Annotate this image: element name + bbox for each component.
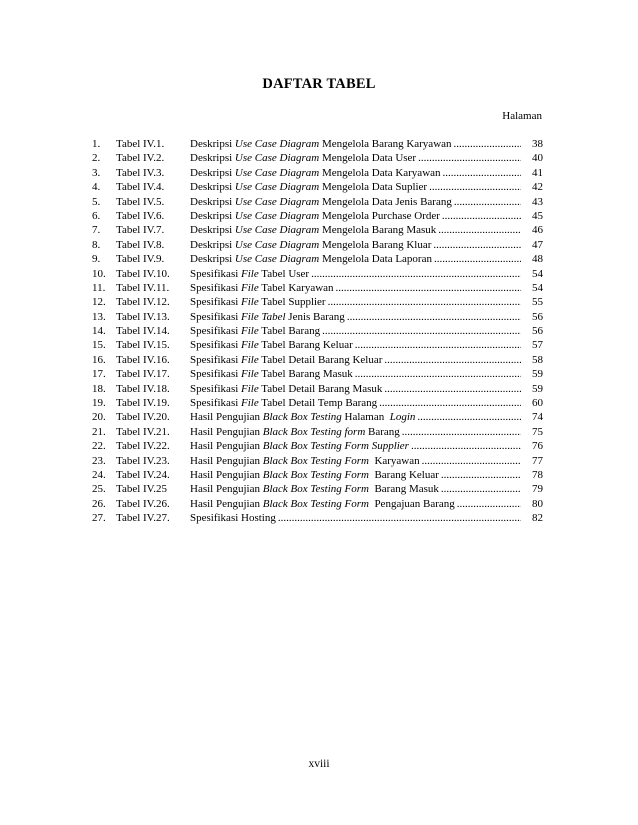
toc-entry: [92, 367, 543, 381]
italic-term: File: [241, 397, 259, 410]
entry-number: 14.: [92, 325, 106, 338]
entry-number: 26.: [92, 497, 106, 510]
description-text: Deskripsi: [190, 152, 235, 165]
italic-term: Login: [389, 411, 416, 424]
entry-page-number: 60: [532, 397, 543, 410]
toc-entry: [92, 324, 543, 338]
entry-number: 19.: [92, 397, 106, 410]
entry-page-number: 74: [532, 411, 543, 424]
toc-entry: [92, 238, 543, 252]
entry-page-number: 54: [532, 267, 543, 280]
entry-table-label: Tabel IV.6.: [116, 209, 165, 222]
description-text: Pengajuan Barang: [368, 497, 455, 510]
entry-table-label: Tabel IV.20.: [116, 411, 170, 424]
description-text: Hasil Pengujian: [190, 454, 263, 467]
entry-table-label: Tabel IV.17.: [116, 368, 170, 381]
italic-term: File: [241, 382, 259, 395]
description-text: Mengelola Barang Karyawan: [319, 138, 452, 150]
description-text: Hasil Pengujian: [190, 483, 263, 496]
description-text: Spesifikasi: [190, 353, 242, 366]
italic-term: Black Box Testing Form: [262, 497, 369, 510]
italic-term: Use Case Diagram: [234, 238, 320, 251]
italic-term: Use Case Diagram: [234, 195, 320, 208]
entry-description: [190, 410, 523, 424]
entry-description: [190, 367, 523, 381]
italic-term: File: [241, 325, 259, 338]
dot-leader: [379, 396, 521, 410]
entry-description: [190, 166, 523, 180]
dot-leader: [418, 151, 521, 165]
entry-page-number: 58: [532, 353, 543, 366]
italic-term: Use Case Diagram: [234, 253, 320, 266]
description-text: Halaman: [341, 411, 390, 424]
entry-table-label: Tabel IV.8.: [116, 238, 165, 251]
italic-term: Use Case Diagram: [234, 152, 320, 165]
toc-entry: [92, 137, 543, 151]
toc-entry: [92, 482, 543, 496]
entry-page-number: 42: [532, 181, 543, 194]
toc-entry: [92, 511, 543, 525]
entry-page-number: 38: [532, 138, 543, 150]
description-text: Mengelola Data Karyawan: [319, 166, 441, 179]
entry-table-label: Tabel IV.4.: [116, 181, 165, 194]
dot-leader: [433, 238, 521, 252]
dot-leader: [278, 511, 521, 525]
toc-entry: [92, 338, 543, 352]
entry-page-number: 47: [532, 238, 543, 251]
entry-description: [190, 396, 523, 410]
entry-number: 5.: [92, 195, 101, 208]
description-text: Mengelola Data Jenis Barang: [319, 195, 452, 208]
description-text: Deskripsi: [190, 238, 235, 251]
description-text: Barang: [365, 425, 400, 438]
italic-term: Use Case Diagram: [234, 224, 320, 237]
description-text: Hasil Pengujian: [190, 497, 263, 510]
entry-page-number: 78: [532, 468, 543, 481]
entry-description: [190, 439, 523, 453]
description-text: Spesifikasi: [190, 368, 242, 381]
toc-entry: [92, 382, 543, 396]
dot-leader: [442, 209, 521, 223]
dot-leader: [454, 137, 521, 151]
description-text: Tabel Barang Masuk: [258, 368, 353, 381]
entry-table-label: Tabel IV.9.: [116, 253, 165, 266]
description-text: Mengelola Data User: [319, 152, 417, 165]
dot-leader: [441, 468, 521, 482]
dot-leader: [384, 382, 521, 396]
description-text: Mengelola Barang Kluar: [319, 238, 432, 251]
entry-table-label: Tabel IV.27.: [116, 512, 170, 525]
entry-description: [190, 353, 523, 367]
description-text: Deskripsi: [190, 166, 235, 179]
description-text: Barang Keluar: [368, 468, 439, 481]
dot-leader: [355, 338, 521, 352]
description-text: Mengelola Barang Masuk: [319, 224, 437, 237]
entry-description: [190, 511, 523, 525]
page-title: DAFTAR TABEL: [262, 76, 376, 92]
toc-entry: [92, 151, 543, 165]
description-text: Tabel Karyawan: [258, 281, 334, 294]
entry-description: [190, 267, 523, 281]
description-text: Tabel Supplier: [258, 296, 326, 309]
entry-description: [190, 252, 523, 266]
description-text: Mengelola Data Laporan: [319, 253, 432, 266]
description-text: Deskripsi: [190, 209, 235, 222]
entry-description: [190, 209, 523, 223]
entry-table-label: Tabel IV.16.: [116, 353, 170, 366]
toc-entry: [92, 353, 543, 367]
toc-entry: [92, 439, 543, 453]
entry-table-label: Tabel IV.11.: [116, 281, 170, 294]
entry-description: [190, 425, 523, 439]
entry-page-number: 77: [532, 454, 543, 467]
entry-page-number: 41: [532, 166, 543, 179]
description-text: Spesifikasi: [190, 267, 242, 280]
italic-term: File: [241, 267, 259, 280]
description-text: Hasil Pengujian: [190, 411, 263, 424]
italic-term: File: [241, 368, 259, 381]
entry-page-number: 46: [532, 224, 543, 237]
description-text: Tabel User: [258, 267, 310, 280]
dot-leader: [434, 252, 521, 266]
description-text: Hasil Pengujian: [190, 468, 263, 481]
dot-leader: [347, 310, 521, 324]
toc-entry: [92, 252, 543, 266]
description-text: Karyawan: [368, 454, 420, 467]
italic-term: File: [241, 281, 259, 294]
toc-entry: [92, 310, 543, 324]
toc-entry: [92, 267, 543, 281]
description-text: Tabel Barang Keluar: [258, 339, 353, 352]
entry-description: [190, 382, 523, 396]
dot-leader: [311, 267, 521, 281]
description-text: Hasil Pengujian: [190, 425, 263, 438]
toc-entry: [92, 468, 543, 482]
entry-page-number: 45: [532, 209, 543, 222]
toc-entry: [92, 425, 543, 439]
italic-term: Black Box Testing Form: [262, 468, 369, 481]
description-text: Deskripsi: [190, 224, 235, 237]
entry-table-label: Tabel IV.23.: [116, 454, 170, 467]
entry-number: 6.: [92, 209, 101, 222]
entry-table-label: Tabel IV.25: [116, 483, 167, 496]
toc-entry: [92, 281, 543, 295]
description-text: Spesifikasi: [190, 281, 242, 294]
dot-leader: [454, 195, 521, 209]
description-text: Tabel Detail Barang Masuk: [258, 382, 383, 395]
italic-term: Use Case Diagram: [234, 181, 320, 194]
description-text: Deskripsi: [190, 253, 235, 266]
entry-description: [190, 324, 523, 338]
entry-number: 22.: [92, 440, 106, 453]
entry-page-number: 56: [532, 325, 543, 338]
entry-description: [190, 295, 523, 309]
dot-leader: [443, 166, 521, 180]
toc-entry: [92, 454, 543, 468]
italic-term: Black Box Testing: [262, 411, 342, 424]
entry-page-number: 80: [532, 497, 543, 510]
toc-entry: [92, 180, 543, 194]
toc-entry: [92, 195, 543, 209]
entry-page-number: 54: [532, 281, 543, 294]
entry-page-number: 59: [532, 382, 543, 395]
entry-number: 9.: [92, 253, 101, 266]
italic-term: Black Box Testing form: [262, 425, 366, 438]
description-text: Tabel Detail Temp Barang: [258, 397, 378, 410]
entry-table-label: Tabel IV.15.: [116, 339, 170, 352]
description-text: Spesifikasi: [190, 382, 242, 395]
dot-leader: [336, 281, 521, 295]
dot-leader: [402, 425, 521, 439]
dot-leader: [417, 410, 521, 424]
entry-number: 8.: [92, 238, 101, 251]
entry-number: 25.: [92, 483, 106, 496]
entry-table-label: Tabel IV.14.: [116, 325, 170, 338]
page-column-label: Halaman: [502, 110, 542, 122]
entry-table-label: Tabel IV.13.: [116, 310, 170, 323]
italic-term: Use Case Diagram: [234, 138, 320, 150]
dot-leader: [355, 367, 521, 381]
dot-leader: [438, 223, 521, 237]
dot-leader: [384, 353, 521, 367]
entry-number: 1.: [92, 138, 101, 150]
italic-term: File: [241, 353, 259, 366]
entry-page-number: 82: [532, 512, 543, 525]
description-text: Deskripsi: [190, 181, 235, 194]
entry-page-number: 79: [532, 483, 543, 496]
entry-page-number: 40: [532, 152, 543, 165]
description-text: Jenis Barang: [285, 310, 345, 323]
entry-description: [190, 238, 523, 252]
description-text: Deskripsi: [190, 195, 235, 208]
entry-page-number: 76: [532, 440, 543, 453]
italic-term: File Tabel: [241, 310, 286, 323]
dot-leader: [441, 482, 521, 496]
description-text: Mengelola Purchase Order: [319, 209, 440, 222]
entry-number: 17.: [92, 368, 106, 381]
entry-number: 11.: [92, 281, 106, 294]
entry-description: [190, 468, 523, 482]
entry-description: [190, 223, 523, 237]
description-text: Spesifikasi: [190, 310, 242, 323]
toc-entry: [92, 166, 543, 180]
entry-description: [190, 482, 523, 496]
entry-number: 3.: [92, 166, 101, 179]
italic-term: Black Box Testing Form: [262, 483, 369, 496]
toc-entry: [92, 209, 543, 223]
entry-table-label: Tabel IV.19.: [116, 397, 170, 410]
italic-term: Use Case Diagram: [234, 209, 320, 222]
entry-table-label: Tabel IV.7.: [116, 224, 165, 237]
entry-description: [190, 151, 523, 165]
italic-term: Black Box Testing Form: [262, 454, 369, 467]
entry-page-number: 57: [532, 339, 543, 352]
toc-entry: [92, 295, 543, 309]
toc-entry: [92, 396, 543, 410]
entry-number: 15.: [92, 339, 106, 352]
entry-table-label: Tabel IV.10.: [116, 267, 170, 280]
entry-description: [190, 281, 523, 295]
entry-table-label: Tabel IV.21.: [116, 425, 170, 438]
entry-number: 12.: [92, 296, 106, 309]
entry-table-label: Tabel IV.24.: [116, 468, 170, 481]
entry-number: 7.: [92, 224, 101, 237]
dot-leader: [422, 454, 521, 468]
entry-table-label: Tabel IV.3.: [116, 166, 165, 179]
entry-page-number: 59: [532, 368, 543, 381]
description-text: Tabel Detail Barang Keluar: [258, 353, 383, 366]
italic-term: File: [241, 296, 259, 309]
description-text: Spesifikasi: [190, 397, 242, 410]
entry-page-number: 48: [532, 253, 543, 266]
description-text: Mengelola Data Suplier: [319, 181, 428, 194]
toc-entry: [92, 223, 543, 237]
entry-number: 24.: [92, 468, 106, 481]
entry-description: [190, 497, 523, 511]
dot-leader: [328, 295, 521, 309]
description-text: Tabel Barang: [258, 325, 321, 338]
entry-page-number: 55: [532, 296, 543, 309]
dot-leader: [457, 497, 521, 511]
table-of-tables: [92, 137, 543, 526]
entry-number: 21.: [92, 425, 106, 438]
dot-leader: [411, 439, 521, 453]
description-text: Hasil Pengujian: [190, 440, 263, 453]
entry-table-label: Tabel IV.12.: [116, 296, 170, 309]
entry-number: 10.: [92, 267, 106, 280]
entry-page-number: 75: [532, 425, 543, 438]
entry-table-label: Tabel IV.5.: [116, 195, 165, 208]
italic-term: Use Case Diagram: [234, 166, 320, 179]
entry-description: [190, 137, 523, 151]
description-text: Spesifikasi Hosting: [190, 512, 276, 525]
description-text: Barang Masuk: [368, 483, 439, 496]
entry-number: 27.: [92, 512, 106, 525]
entry-description: [190, 454, 523, 468]
toc-entry: [92, 497, 543, 511]
entry-table-label: Tabel IV.26.: [116, 497, 170, 510]
description-text: Spesifikasi: [190, 339, 242, 352]
entry-number: 4.: [92, 181, 101, 194]
entry-page-number: 43: [532, 195, 543, 208]
entry-table-label: Tabel IV.22.: [116, 440, 170, 453]
description-text: Spesifikasi: [190, 325, 242, 338]
entry-table-label: Tabel IV.1.: [116, 138, 165, 150]
entry-description: [190, 338, 523, 352]
entry-table-label: Tabel IV.18.: [116, 382, 170, 395]
entry-number: 23.: [92, 454, 106, 467]
page-number: xviii: [308, 758, 330, 770]
entry-number: 2.: [92, 152, 101, 165]
italic-term: File: [241, 339, 259, 352]
entry-number: 18.: [92, 382, 106, 395]
entry-description: [190, 195, 523, 209]
dot-leader: [322, 324, 521, 338]
entry-number: 16.: [92, 353, 106, 366]
dot-leader: [429, 180, 521, 194]
entry-number: 20.: [92, 411, 106, 424]
entry-description: [190, 180, 523, 194]
entry-description: [190, 310, 523, 324]
entry-page-number: 56: [532, 310, 543, 323]
entry-table-label: Tabel IV.2.: [116, 152, 165, 165]
description-text: Deskripsi: [190, 138, 235, 150]
entry-number: 13.: [92, 310, 106, 323]
toc-entry: [92, 410, 543, 424]
description-text: Spesifikasi: [190, 296, 242, 309]
italic-term: Black Box Testing Form Supplier: [262, 440, 409, 453]
